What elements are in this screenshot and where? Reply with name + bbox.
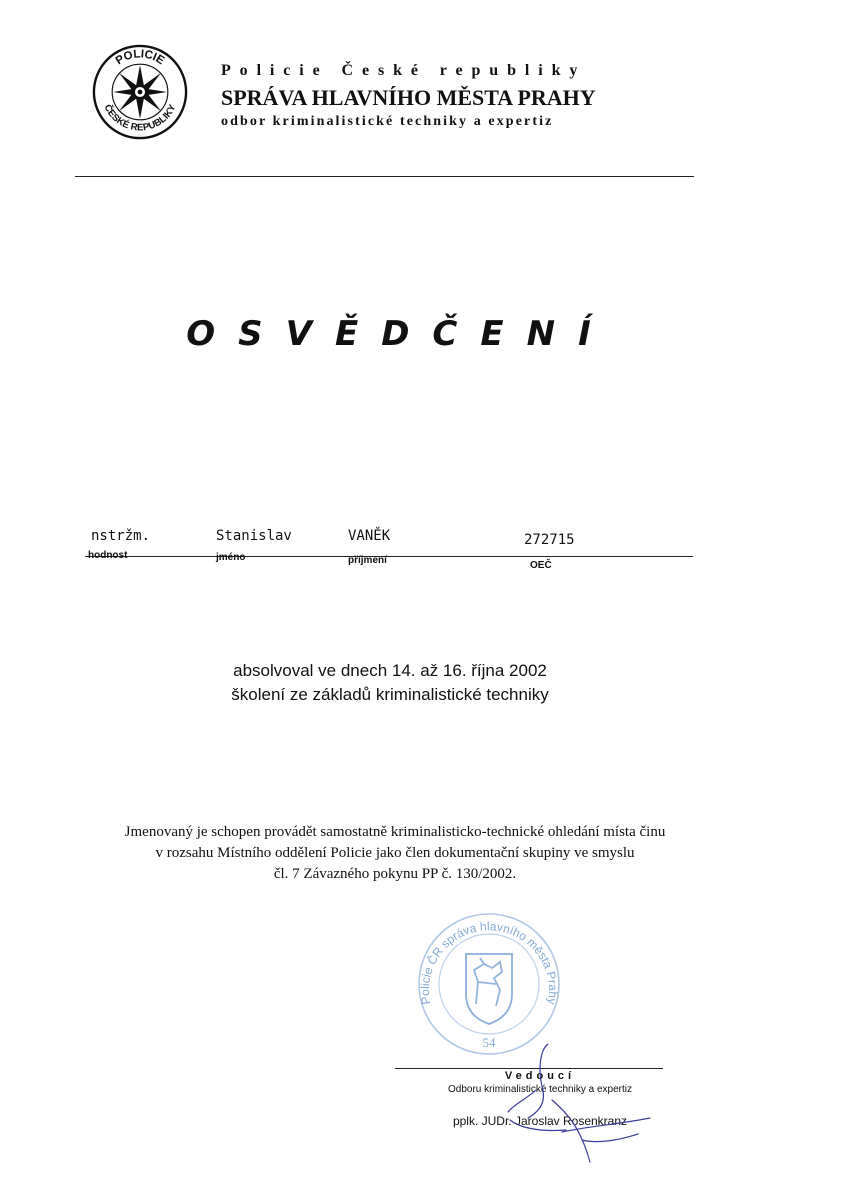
first-name-value: Stanislav <box>216 528 292 544</box>
signature-department: Odboru kriminalistické techniky a expertiz <box>448 1084 632 1095</box>
course-text <box>130 659 650 707</box>
oec-value: 272715 <box>524 532 575 548</box>
document-title: OSVĚDČENÍ <box>186 314 614 354</box>
course-line-1: absolvoval ve dnech 14. až 16. října 2002 <box>233 661 547 680</box>
header-line-2: SPRÁVA HLAVNÍHO MĚSTA PRAHY <box>221 85 596 110</box>
header-divider <box>75 176 694 177</box>
course-line-2: školení ze základů kriminalistické techniky <box>231 685 549 704</box>
signature-role: Vedoucí <box>504 1070 576 1082</box>
signature-name: pplk. JUDr. Jaroslav Rosenkranz <box>452 1114 628 1128</box>
statement-line-3: čl. 7 Závazného pokynu PP č. 130/2002. <box>273 866 517 882</box>
statement-line-2: v rozsahu Místního oddělení Policie jako člen dokumentační skupiny ve smyslu <box>155 845 635 861</box>
handwritten-signature-icon <box>470 1040 670 1170</box>
stamp-number: 54 <box>482 1035 496 1050</box>
stamp-ring-text: Policie ČR správa hlavního města Prahy <box>417 919 561 1006</box>
surname-value: VANĚK <box>348 528 391 544</box>
fields-divider <box>85 556 693 557</box>
surname-label: příjmení <box>348 555 387 566</box>
police-star-emblem-icon <box>92 44 188 140</box>
rank-value: nstržm. <box>91 528 151 544</box>
header-line-1: Policie České republiky <box>221 62 587 79</box>
statement-text <box>70 822 720 885</box>
first-name-label: jméno <box>216 552 246 563</box>
statement-line-1: Jmenovaný je schopen provádět samostatně kriminalisticko-technické ohledání místa činu <box>124 824 666 840</box>
rank-label: hodnost <box>88 550 128 561</box>
emblem-ring-bottom: ČESKÉ REPUBLIKY <box>101 102 179 134</box>
oec-label: OEČ <box>530 560 552 571</box>
emblem-ring-top: POLICIE <box>113 48 167 68</box>
header-line-3: odbor kriminalistické techniky a expertiz <box>221 114 554 129</box>
